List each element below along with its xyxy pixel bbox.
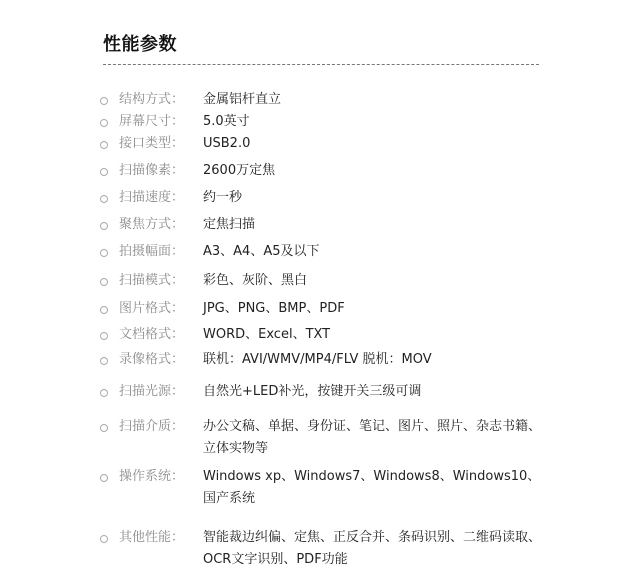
- bullet-circle-icon: [100, 389, 108, 397]
- section-title: 性能参数: [103, 34, 177, 55]
- param-label: 扫描介质：: [119, 419, 185, 434]
- bullet-circle-icon: [100, 357, 108, 365]
- param-label: 扫描速度：: [119, 190, 185, 205]
- param-value: 约一秒: [203, 190, 243, 205]
- param-value: 自然光+LED补光，按键开关三级可调: [203, 384, 422, 399]
- param-value: 金属铝杆直立: [203, 92, 282, 107]
- dashed-divider: [103, 64, 539, 65]
- param-value: 彩色、灰阶、黑白: [203, 273, 308, 288]
- param-label: 拍摄幅面：: [119, 244, 185, 259]
- param-label: 扫描模式：: [119, 273, 185, 288]
- param-label: 扫描光源：: [119, 384, 185, 399]
- bullet-circle-icon: [100, 474, 108, 482]
- param-label: 结构方式：: [119, 92, 185, 107]
- bullet-circle-icon: [100, 97, 108, 105]
- bullet-circle-icon: [100, 535, 108, 543]
- param-label: 屏幕尺寸：: [119, 114, 185, 129]
- bullet-circle-icon: [100, 306, 108, 314]
- param-label: 文档格式：: [119, 327, 185, 342]
- param-label: 聚焦方式：: [119, 217, 185, 232]
- bullet-circle-icon: [100, 119, 108, 127]
- bullet-circle-icon: [100, 249, 108, 257]
- param-value: 2600万定焦: [203, 163, 276, 178]
- param-value: JPG、PNG、BMP、PDF: [203, 301, 345, 316]
- param-value: WORD、Excel、TXT: [203, 327, 331, 342]
- param-value: 定焦扫描: [203, 217, 256, 232]
- bullet-circle-icon: [100, 141, 108, 149]
- param-value: 5.0英寸: [203, 114, 250, 129]
- bullet-circle-icon: [100, 424, 108, 432]
- param-value: USB2.0: [203, 136, 251, 151]
- param-label: 扫描像素：: [119, 163, 185, 178]
- param-value: 智能裁边纠偏、定焦、正反合并、条码识别、二维码读取、OCR文字识别、PDF功能: [203, 530, 542, 567]
- param-label: 接口类型：: [119, 136, 185, 151]
- param-value: A3、A4、A5及以下: [203, 244, 320, 259]
- param-value: 联机：AVI/WMV/MP4/FLV 脱机：MOV: [203, 352, 432, 367]
- bullet-circle-icon: [100, 222, 108, 230]
- bullet-circle-icon: [100, 278, 108, 286]
- param-label: 操作系统：: [119, 469, 185, 484]
- param-value: Windows xp、Windows7、Windows8、Windows10、国产系统: [203, 469, 541, 506]
- bullet-circle-icon: [100, 195, 108, 203]
- param-label: 录像格式：: [119, 352, 185, 367]
- bullet-circle-icon: [100, 332, 108, 340]
- param-value: 办公文稿、单据、身份证、笔记、图片、照片、杂志书籍、立体实物等: [203, 419, 542, 456]
- bullet-circle-icon: [100, 168, 108, 176]
- param-label: 图片格式：: [119, 301, 185, 316]
- param-label: 其他性能：: [119, 530, 185, 545]
